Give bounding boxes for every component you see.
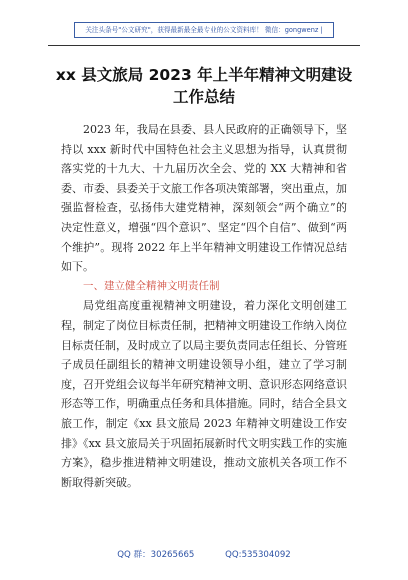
document-title-line-2: 工作总结 (172, 88, 235, 106)
header-banner: 关注头条号"公文研究"，获得最新最全最专业的公文资料库！ 微信：gongwenz | (74, 22, 334, 38)
header-divider (48, 45, 360, 46)
intro-paragraph: 2023 年，我局在县委、县人民政府的正确领导下，坚持以 xxx 新时代中国特色社会主义思想为指导，认真贯彻落实党的十九大、十九届历次全会、党的 XX 大精神和省委、市委、县委关于文旅工作各项决策部署，突出重点，加强监督检查，弘扬伟大建党精神，深刻领会“两个确立”的决定性意义，增强“四个意识”、坚定“四个自信”、做到“两个维护”。现将 2022 年上半年精神文明建设工作情况总结如下。 (61, 123, 347, 274)
document-title (40, 64, 368, 108)
section-1-paragraph: 局党组高度重视精神文明建设，着力深化文明创建工程，制定了岗位目标责任制，把精神文明建设工作纳入岗位目标责任制，及时成立了以局主要负责同志任组长、分管班子成员任副组长的精神文明建设领导小组，建立了学习制度，召开党组会议每半年研究精神文明、意识形态网络意识形态等工作，明确重点任务和具体措施。同时，结合全县文旅工作，制定《xx 县文旅局 2023 年精神文明建设工作安排》《xx 县文旅局关于巩固拓展新时代文明实践工作的实施方案》，稳步推进精神文明建设，推动文旅机关各项工作不断取得新突破。 (61, 299, 347, 489)
footer-qq: QQ:535304092 (225, 550, 291, 560)
document-body (61, 120, 347, 492)
section-heading-1: 一、建立健全精神文明责任制 (83, 279, 220, 292)
document-title-line-1: xx 县文旅局 2023 年上半年精神文明建设 (55, 66, 353, 84)
footer-contact (0, 548, 408, 560)
footer-qq-group: QQ 群：30265665 (117, 550, 195, 560)
